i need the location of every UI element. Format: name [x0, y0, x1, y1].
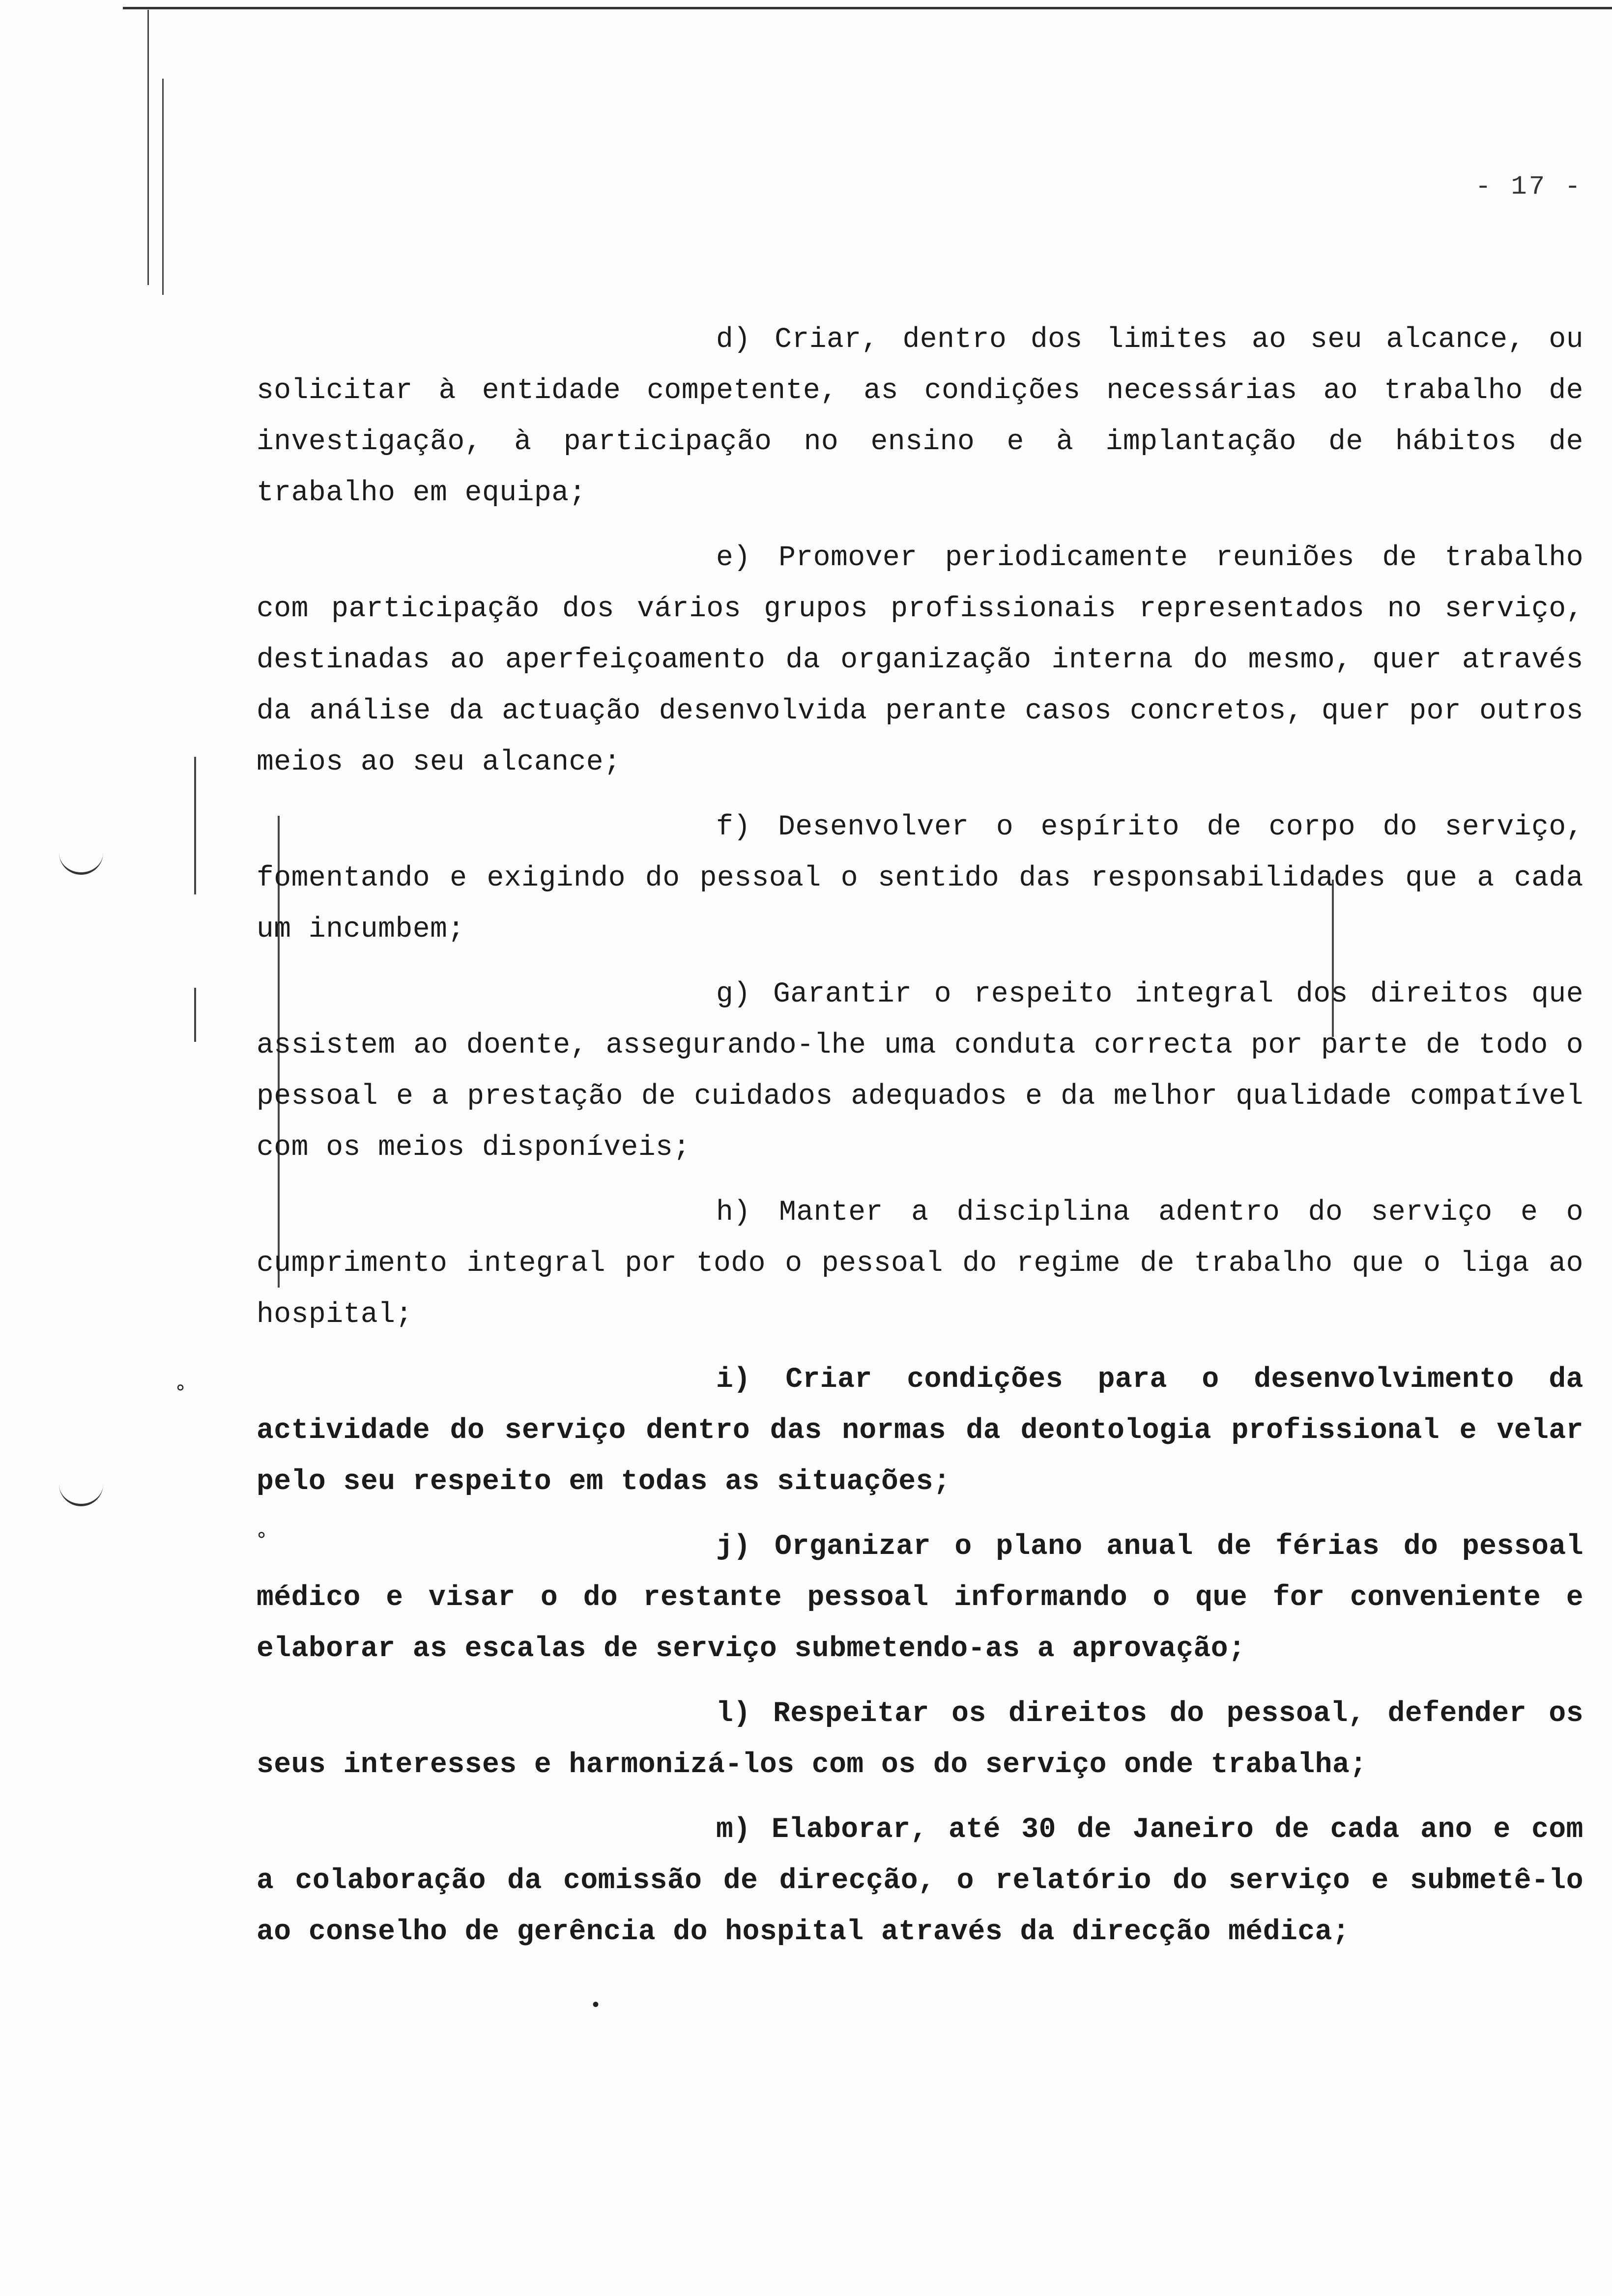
paragraph-text: Respeitar os direitos do pessoal, defender os seus interesses e harmonizá-los com os do serviço onde trabalha; — [257, 1698, 1583, 1781]
item-letter: h) — [716, 1197, 751, 1229]
paragraph-l — [257, 1689, 1583, 1791]
margin-line — [194, 757, 196, 894]
item-letter: e) — [716, 542, 751, 574]
paragraph-text: Desenvolver o espírito de corpo do serviço, fomentando e exigindo do pessoal o sentido das responsabilidades que a cada um incumbem; — [257, 811, 1583, 946]
paragraph-text: Elaborar, até 30 de Janeiro de cada ano e com a colaboração da comissão de direcção, o relatório do serviço e submetê-lo ao conselho de gerência do hospital através da direcção médica; — [257, 1814, 1583, 1948]
margin-line — [162, 79, 164, 295]
paragraph-text: Garantir o respeito integral dos direitos que assistem ao doente, assegurando-lhe uma conduta correcta por parte de todo o pessoal e a prestação de cuidados adequados e da melhor qualidade compatível com os meios disponíveis; — [257, 978, 1583, 1164]
paragraph-text: Criar condições para o desenvolvimento da actividade do serviço dentro das normas da deontologia profissional e velar pelo seu respeito em todas as situações; — [257, 1364, 1583, 1498]
paragraph-g — [257, 969, 1583, 1174]
scan-dot: ∘ — [256, 1525, 268, 1548]
punch-hole-mark — [59, 853, 103, 875]
paragraph-text: Manter a disciplina adentro do serviço e o cumprimento integral por todo o pessoal do regime de trabalho que o liga ao hospital; — [257, 1197, 1583, 1331]
item-letter: m) — [716, 1814, 751, 1846]
item-letter: g) — [716, 978, 751, 1010]
paragraph-d — [257, 315, 1583, 519]
paragraph-e — [257, 533, 1583, 788]
body-text — [257, 315, 1583, 1972]
paragraph-f — [257, 802, 1583, 955]
item-letter: f) — [716, 811, 751, 843]
item-letter: i) — [716, 1364, 751, 1396]
item-letter: j) — [716, 1531, 751, 1563]
margin-line — [194, 988, 196, 1042]
top-rule — [123, 7, 1612, 9]
paragraph-m — [257, 1805, 1583, 1958]
item-letter: d) — [716, 324, 751, 356]
paragraph-text: Criar, dentro dos limites ao seu alcance, ou solicitar à entidade competente, as condições necessárias ao trabalho de investigação, à participação no ensino e à implantação de hábitos de trabalho em equipa; — [257, 324, 1583, 509]
paragraph-h — [257, 1187, 1583, 1341]
paragraph-text: Organizar o plano anual de férias do pessoal médico e visar o do restante pessoal informando o que for conveniente e elaborar as escalas de serviço submetendo-as a aprovação; — [257, 1531, 1583, 1665]
paragraph-i — [257, 1354, 1583, 1508]
item-letter: l) — [716, 1698, 751, 1730]
punch-hole-mark — [59, 1484, 103, 1506]
scan-dot: ∘ — [174, 1378, 187, 1400]
margin-line — [147, 10, 149, 285]
paragraph-j — [257, 1521, 1583, 1675]
page-number: - 17 - — [1475, 172, 1583, 202]
scan-dot: • — [590, 1995, 602, 2017]
paragraph-text: Promover periodicamente reuniões de trabalho com participação dos vários grupos profissionais representados no serviço, destinadas ao aperfeiçoamento da organização interna do mesmo, quer através da análise da actuação desenvolvida perante casos concretos, quer por outros meios ao seu alcance; — [257, 542, 1583, 778]
